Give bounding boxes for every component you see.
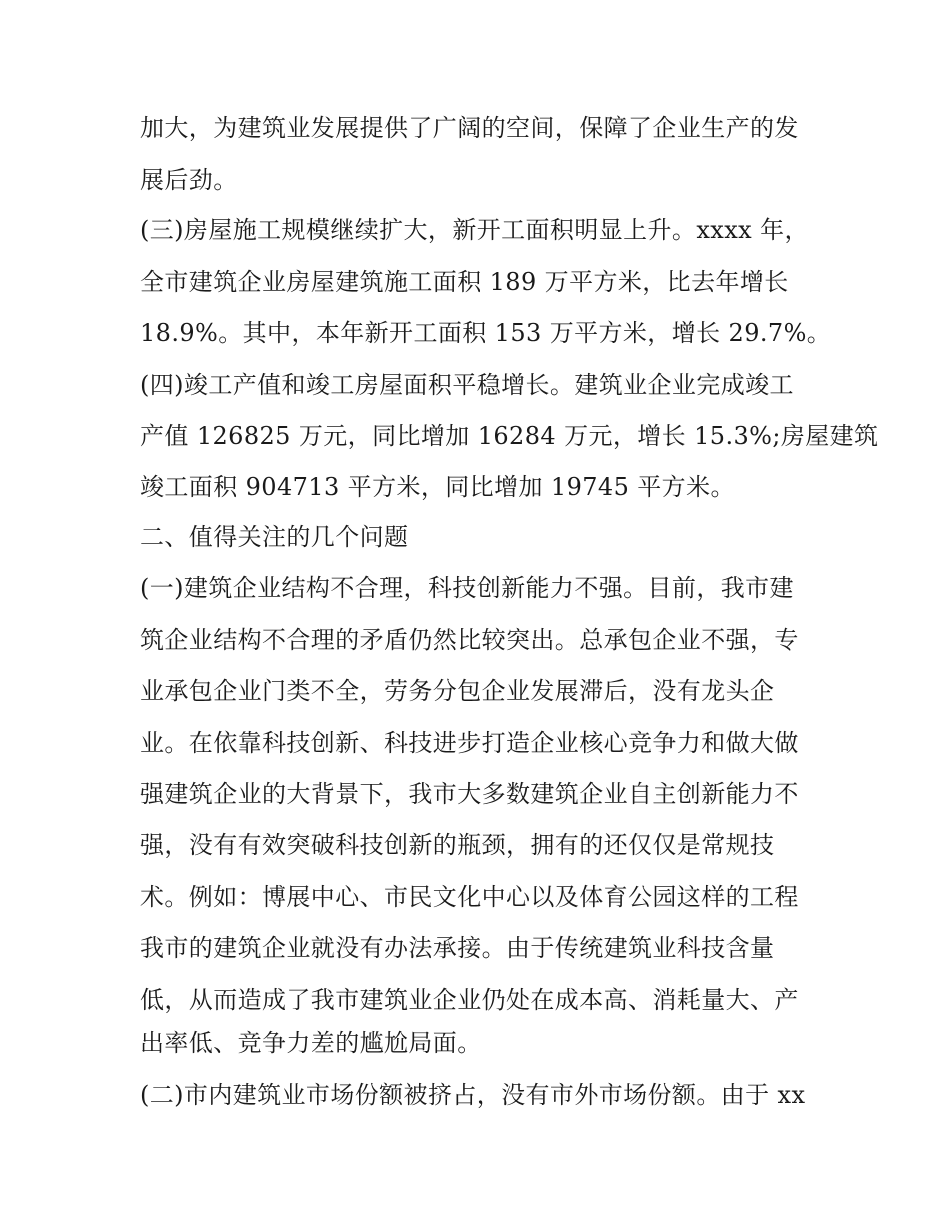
text-line: 竣工面积 904713 平方米，同比增加 19745 平方米。	[140, 473, 735, 501]
text-line: 筑企业结构不合理的矛盾仍然比较突出。总承包企业不强，专	[140, 626, 799, 654]
text-line: 强，没有有效突破科技创新的瓶颈，拥有的还仅仅是常规技	[140, 831, 775, 859]
text-line: 业。在依靠科技创新、科技进步打造企业核心竞争力和做大做	[140, 729, 799, 757]
text-line: 展后劲。	[140, 166, 238, 194]
text-line: 全市建筑企业房屋建筑施工面积 189 万平方米，比去年增长	[140, 268, 789, 296]
text-line: 产值 126825 万元，同比增加 16284 万元，增长 15.3%;房屋建筑	[140, 422, 879, 450]
text-line: 低，从而造成了我市建筑业企业仍处在成本高、消耗量大、产	[140, 986, 799, 1014]
text-line: 加大，为建筑业发展提供了广阔的空间，保障了企业生产的发	[140, 114, 799, 142]
chapter-heading: 二、值得关注的几个问题	[140, 523, 409, 551]
text-line: 我市的建筑企业就没有办法承接。由于传统建筑业科技含量	[140, 934, 775, 962]
text-line: 业承包企业门类不全，劳务分包企业发展滞后，没有龙头企	[140, 677, 775, 705]
section-heading: (三)房屋施工规模继续扩大，新开工面积明显上升。xxxx 年，	[140, 216, 809, 244]
section-heading: (四)竣工产值和竣工房屋面积平稳增长。建筑业企业完成竣工	[140, 371, 794, 399]
section-heading: (二)市内建筑业市场份额被挤占，没有市外市场份额。由于 xx	[140, 1081, 806, 1109]
text-line: 强建筑企业的大背景下，我市大多数建筑企业自主创新能力不	[140, 780, 799, 808]
text-line: 出率低、竞争力差的尴尬局面。	[140, 1029, 482, 1057]
text-line: 术。例如：博展中心、市民文化中心以及体育公园这样的工程	[140, 883, 799, 911]
section-heading: (一)建筑企业结构不合理，科技创新能力不强。目前，我市建	[140, 574, 794, 602]
text-line: 18.9%。其中，本年新开工面积 153 万平方米，增长 29.7%。	[140, 319, 832, 347]
